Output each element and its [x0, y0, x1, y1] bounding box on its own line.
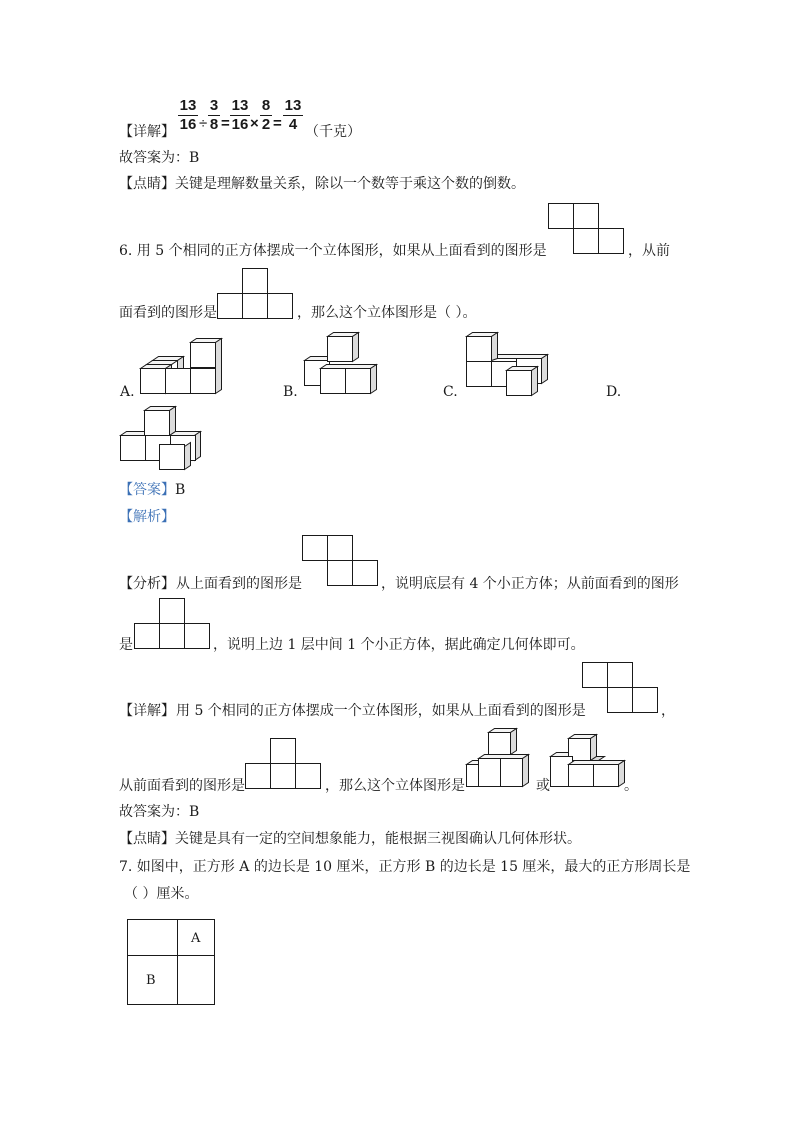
option-d-cubes[interactable]: [120, 405, 204, 471]
fraction-13-16-b: 13 16: [231, 97, 249, 133]
q7-stem-2: （ ）厘米。: [124, 886, 199, 902]
option-c-label[interactable]: C.: [443, 384, 458, 400]
analysis-text-2: ，说明底层有 4 个小正方体；从前面看到的图形: [381, 576, 679, 592]
comment-text: 关键是理解数量关系，除以一个数等于乘这个数的倒数。: [175, 176, 525, 192]
option-a-label[interactable]: A.: [120, 384, 135, 400]
equals-sign-2: =: [273, 115, 282, 132]
equals-sign: =: [221, 115, 230, 132]
front-view-figure-3: [245, 738, 323, 790]
analysis-text-3: 是: [119, 637, 133, 653]
q6-stem-3: 面看到的图形是: [119, 305, 217, 321]
fraction-3-8: 3 8: [209, 97, 219, 133]
front-view-figure: [217, 268, 295, 320]
label-a: A: [191, 931, 201, 946]
divide-sign: ÷: [199, 115, 208, 132]
analysis-tag: 【解析】: [119, 509, 175, 525]
answer-tag: 【答案】: [119, 482, 175, 498]
q7-stem-1: 7. 如图中，正方形 A 的边长是 10 厘米，正方形 B 的边长是 15 厘米，最大的正方形周长是: [119, 859, 691, 875]
q6-stem-2: ，从前: [628, 243, 670, 259]
q6-stem-1: 6. 用 5 个相同的正方体摆成一个立体图形，如果从上面看到的图形是: [119, 243, 547, 259]
detail-or: 或: [536, 778, 550, 794]
detail-label: 【详解】: [119, 703, 175, 719]
q5-comment: [119, 176, 525, 192]
analysis-label: 【分析】: [119, 576, 175, 592]
detail-text-4: ，那么这个立体图形是: [325, 778, 465, 794]
detail-text-1: 用 5 个相同的正方体摆成一个立体图形，如果从上面看到的图形是: [176, 703, 586, 719]
answer-line: [119, 482, 185, 498]
detail-text-2: ，: [661, 703, 675, 719]
detail-tag: 【详解】: [119, 124, 175, 140]
option-c-cubes[interactable]: [466, 330, 550, 396]
q5-answer: 故答案为：B: [119, 150, 200, 166]
analysis-text-1: 从上面看到的图形是: [176, 576, 302, 592]
option-d-label[interactable]: D.: [606, 384, 622, 400]
cube: [191, 339, 222, 394]
solution-cubes-2: [548, 732, 624, 790]
option-b-label[interactable]: B.: [283, 384, 298, 400]
comment-tag: 【点睛】: [119, 831, 175, 847]
comment-text: 关键是具有一定的空间想象能力，能根据三视图确认几何体形状。: [175, 831, 581, 847]
analysis-text-4: ，说明上边 1 层中间 1 个小正方体，据此确定几何体即可。: [213, 637, 585, 653]
times-sign: ×: [250, 115, 259, 132]
cube: [147, 361, 178, 365]
unit-kg: （千克）: [305, 124, 361, 140]
detail-text-3: 从前面看到的图形是: [119, 778, 245, 794]
front-view-figure-2: [134, 598, 212, 650]
fraction-8-2: 8 2: [261, 97, 271, 133]
label-b: B: [146, 973, 156, 988]
comment-tag: 【点睛】: [119, 176, 175, 192]
answer-value: B: [175, 482, 186, 498]
q6-answer: 故答案为：B: [119, 804, 200, 820]
fraction-13-16: 13 16: [179, 97, 197, 133]
squares-figure: [126, 918, 216, 1008]
option-b-cubes[interactable]: [300, 330, 380, 396]
q6-comment: [119, 831, 581, 847]
option-a-cubes[interactable]: [140, 338, 224, 396]
fraction-13-4: 13 4: [284, 97, 302, 133]
top-view-figure-3: [582, 662, 660, 714]
top-view-figure: [548, 203, 626, 255]
detail-end: 。: [624, 778, 638, 794]
q6-stem-4: ，那么这个立体图形是（ ）。: [297, 305, 477, 321]
solution-cubes-1: [464, 724, 538, 790]
top-view-figure-2: [302, 535, 380, 587]
